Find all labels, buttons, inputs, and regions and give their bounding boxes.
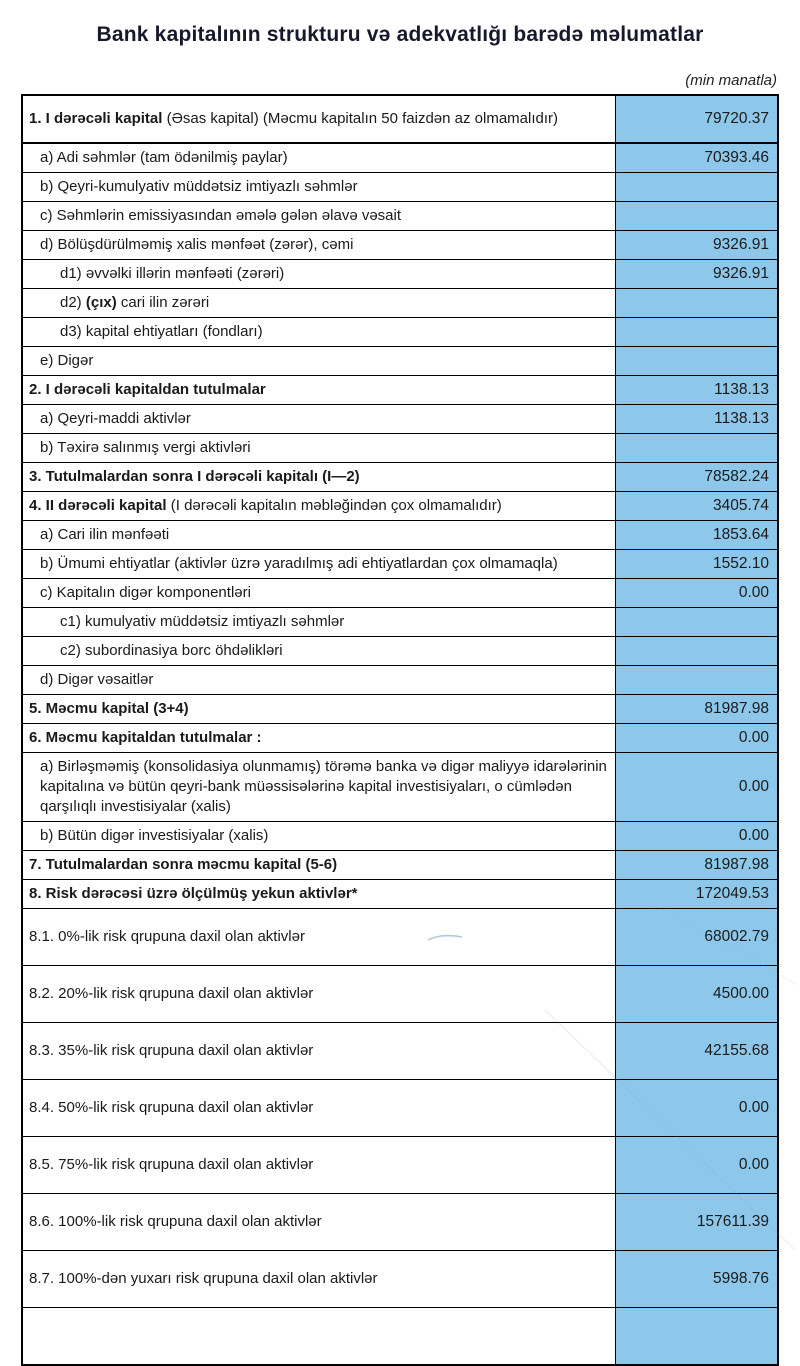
row-label: c2) subordinasiya borc öhdəlikləri	[22, 637, 615, 666]
table-row	[22, 434, 778, 463]
table-row	[22, 1023, 778, 1080]
row-label: c1) kumulyativ müddətsiz imtiyazlı səhmlər	[22, 608, 615, 637]
row-label: 6. Məcmu kapitaldan tutulmalar :	[22, 724, 615, 753]
value-cell: 79720.37	[615, 95, 778, 143]
capital-table	[21, 94, 779, 1366]
table-row	[22, 909, 778, 966]
table-row	[22, 724, 778, 753]
row-label: d2) (çıx) cari ilin zərəri	[22, 289, 615, 318]
table-row	[22, 822, 778, 851]
row-label: b) Bütün digər investisiyalar (xalis)	[22, 822, 615, 851]
row-label: a) Birləşməmiş (konsolidasiya olunmamış) törəmə banka və digər maliyyə idarələrinin kapitalına və bütün qeyri-bank müəssisələrinə kapital investisiyaları, o cümlədən qarşılıqlı investisiyalar (xalis)	[22, 753, 615, 822]
row-label: 7. Tutulmalardan sonra məcmu kapital (5-6)	[22, 851, 615, 880]
table-row	[22, 231, 778, 260]
row-label: a) Cari ilin mənfəəti	[22, 521, 615, 550]
row-label	[22, 1308, 615, 1366]
table-row	[22, 1251, 778, 1308]
table-row	[22, 521, 778, 550]
value-cell: 0.00	[615, 753, 778, 822]
row-label: 4. II dərəcəli kapital (I dərəcəli kapitalın məbləğindən çox olmamalıdır)	[22, 492, 615, 521]
table-row	[22, 289, 778, 318]
page-title: Bank kapitalının strukturu və adekvatlığı barədə məlumatlar	[96, 23, 704, 46]
row-label: 3. Tutulmalardan sonra I dərəcəli kapitalı (I—2)	[22, 463, 615, 492]
value-cell: 68002.79	[615, 909, 778, 966]
value-cell: 0.00	[615, 1137, 778, 1194]
row-label: c) Kapitalın digər komponentləri	[22, 579, 615, 608]
value-cell	[615, 1308, 778, 1366]
value-cell	[615, 173, 778, 202]
value-cell: 81987.98	[615, 851, 778, 880]
row-label: b) Təxirə salınmış vergi aktivləri	[22, 434, 615, 463]
row-label: 8.3. 35%-lik risk qrupuna daxil olan aktivlər	[22, 1023, 615, 1080]
value-cell: 0.00	[615, 822, 778, 851]
row-label: d) Digər vəsaitlər	[22, 666, 615, 695]
value-cell: 4500.00	[615, 966, 778, 1023]
table-row	[22, 173, 778, 202]
table-row	[22, 550, 778, 579]
table-row	[22, 260, 778, 289]
row-label: d) Bölüşdürülməmiş xalis mənfəət (zərər), cəmi	[22, 231, 615, 260]
unit-note: (min manatla)	[685, 72, 777, 89]
table-row	[22, 1308, 778, 1366]
value-cell: 70393.46	[615, 143, 778, 173]
table-row	[22, 608, 778, 637]
value-cell: 0.00	[615, 724, 778, 753]
value-cell	[615, 202, 778, 231]
table-row	[22, 1194, 778, 1251]
row-label: 2. I dərəcəli kapitaldan tutulmalar	[22, 376, 615, 405]
row-label: e) Digər	[22, 347, 615, 376]
table-row	[22, 637, 778, 666]
table-row	[22, 95, 778, 143]
value-cell	[615, 608, 778, 637]
row-label: a) Qeyri-maddi aktivlər	[22, 405, 615, 434]
row-label: 8.6. 100%-lik risk qrupuna daxil olan aktivlər	[22, 1194, 615, 1251]
table-row	[22, 579, 778, 608]
value-cell: 1138.13	[615, 376, 778, 405]
table-row	[22, 1137, 778, 1194]
row-label: 8. Risk dərəcəsi üzrə ölçülmüş yekun aktivlər*	[22, 880, 615, 909]
table-row	[22, 143, 778, 173]
table-row	[22, 463, 778, 492]
table-row	[22, 695, 778, 724]
row-label: 5. Məcmu kapital (3+4)	[22, 695, 615, 724]
table-row	[22, 966, 778, 1023]
value-cell: 42155.68	[615, 1023, 778, 1080]
value-cell: 1853.64	[615, 521, 778, 550]
row-label: c) Səhmlərin emissiyasından əmələ gələn əlavə vəsait	[22, 202, 615, 231]
row-label: b) Ümumi ehtiyatlar (aktivlər üzrə yaradılmış adi ehtiyatlardan çox olmamaqla)	[22, 550, 615, 579]
row-label: d1) əvvəlki illərin mənfəəti (zərəri)	[22, 260, 615, 289]
value-cell: 0.00	[615, 579, 778, 608]
table-row	[22, 1080, 778, 1137]
value-cell: 0.00	[615, 1080, 778, 1137]
table-row	[22, 376, 778, 405]
table-row	[22, 666, 778, 695]
row-label: b) Qeyri-kumulyativ müddətsiz imtiyazlı səhmlər	[22, 173, 615, 202]
value-cell: 1552.10	[615, 550, 778, 579]
value-cell	[615, 434, 778, 463]
value-cell: 5998.76	[615, 1251, 778, 1308]
row-label: d3) kapital ehtiyatları (fondları)	[22, 318, 615, 347]
table-row	[22, 492, 778, 521]
value-cell	[615, 637, 778, 666]
table-row	[22, 347, 778, 376]
row-label: 8.2. 20%-lik risk qrupuna daxil olan aktivlər	[22, 966, 615, 1023]
value-cell: 172049.53	[615, 880, 778, 909]
value-cell: 9326.91	[615, 231, 778, 260]
value-cell	[615, 289, 778, 318]
table-row	[22, 753, 778, 822]
table-row	[22, 405, 778, 434]
value-cell: 3405.74	[615, 492, 778, 521]
value-cell: 157611.39	[615, 1194, 778, 1251]
value-cell: 1138.13	[615, 405, 778, 434]
row-label: 8.7. 100%-dən yuxarı risk qrupuna daxil olan aktivlər	[22, 1251, 615, 1308]
value-cell	[615, 666, 778, 695]
value-cell	[615, 318, 778, 347]
row-label: 8.5. 75%-lik risk qrupuna daxil olan aktivlər	[22, 1137, 615, 1194]
row-label: 8.4. 50%-lik risk qrupuna daxil olan aktivlər	[22, 1080, 615, 1137]
value-cell: 9326.91	[615, 260, 778, 289]
table-row	[22, 851, 778, 880]
row-label: 8.1. 0%-lik risk qrupuna daxil olan aktivlər	[22, 909, 615, 966]
row-label: 1. I dərəcəli kapital (Əsas kapital) (Məcmu kapitalın 50 faizdən az olmamalıdır)	[22, 95, 615, 143]
value-cell	[615, 347, 778, 376]
value-cell: 81987.98	[615, 695, 778, 724]
table-row	[22, 880, 778, 909]
value-cell: 78582.24	[615, 463, 778, 492]
table-row	[22, 318, 778, 347]
row-label: a) Adi səhmlər (tam ödənilmiş paylar)	[22, 143, 615, 173]
table-row	[22, 202, 778, 231]
